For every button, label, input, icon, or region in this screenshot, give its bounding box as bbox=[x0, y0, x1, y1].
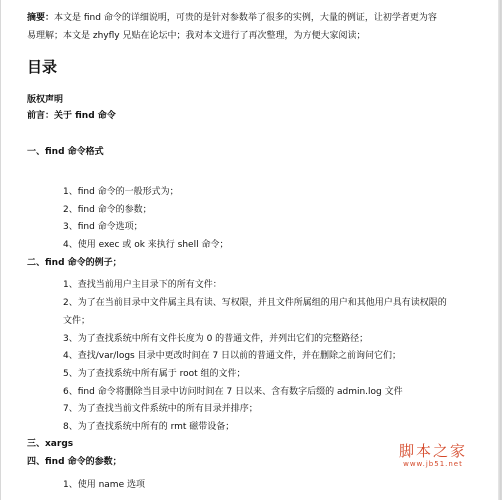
page-edge-shadow bbox=[498, 0, 501, 500]
summary-text-1: 本文是 find 命令的详细说明，可贵的是针对参数举了很多的实例，大量的例证，让初学者更为容 bbox=[54, 13, 437, 23]
toc-preface[interactable]: 前言：关于 find 命令 bbox=[27, 111, 116, 121]
site-watermark bbox=[399, 443, 467, 469]
toc-section-2[interactable]: 二、find 命令的例子； bbox=[27, 258, 122, 268]
watermark-url: www.jb51.net bbox=[403, 460, 463, 468]
toc-copyright[interactable]: 版权声明 bbox=[27, 95, 64, 105]
toc-section-1[interactable]: 一、find 命令格式 bbox=[27, 147, 104, 157]
toc-section-4[interactable]: 四、find 命令的参数； bbox=[27, 457, 122, 467]
toc-s1-item[interactable]: 2、find 命令的参数； bbox=[63, 205, 152, 215]
toc-s4-item[interactable]: 1、使用 name 选项 bbox=[63, 480, 145, 490]
toc-s1-item[interactable]: 3、find 命令选项； bbox=[63, 222, 143, 232]
summary-line-2: 易理解；本文是 zhyfly 兄贴在论坛中；我对本文进行了再次整理，为方便大家阅读； bbox=[27, 31, 366, 41]
summary-line-1 bbox=[27, 12, 437, 24]
toc-s2-item[interactable]: 4、查找/var/logs 目录中更改时间在 7 日以前的普通文件，并在删除之前询问它们； bbox=[63, 351, 402, 361]
toc-title: 目录 bbox=[27, 58, 58, 76]
toc-s1-item[interactable]: 4、使用 exec 或 ok 来执行 shell 命令； bbox=[63, 240, 229, 250]
watermark-logo-text: 脚本之家 bbox=[398, 442, 467, 460]
toc-s2-item[interactable]: 2、为了在当前目录中文件属主具有读、写权限，并且文件所属组的用户和其他用户具有读权限的 bbox=[63, 298, 447, 308]
toc-s2-item[interactable]: 7、为了查找当前文件系统中的所有目录并排序； bbox=[63, 404, 258, 414]
toc-s2-item[interactable]: 6、find 命令将删除当目录中访问时间在 7 日以来、含有数字后缀的 admin.log 文件 bbox=[63, 387, 403, 397]
summary-label: 摘要： bbox=[27, 13, 55, 23]
toc-s2-item[interactable]: 8、为了查找系统中所有的 rmt 磁带设备； bbox=[63, 422, 235, 432]
toc-s2-item[interactable]: 3、为了查找系统中所有文件长度为 0 的普通文件，并列出它们的完整路径； bbox=[63, 334, 369, 344]
toc-s1-item[interactable]: 1、find 命令的一般形式为； bbox=[63, 187, 179, 197]
toc-section-3[interactable]: 三、xargs bbox=[27, 439, 74, 449]
toc-s2-item[interactable]: 1、查找当前用户主目录下的所有文件： bbox=[63, 280, 222, 290]
toc-s2-item[interactable]: 5、为了查找系统中所有属于 root 组的文件； bbox=[63, 369, 246, 379]
toc-s2-item-continued[interactable]: 文件； bbox=[63, 316, 91, 326]
